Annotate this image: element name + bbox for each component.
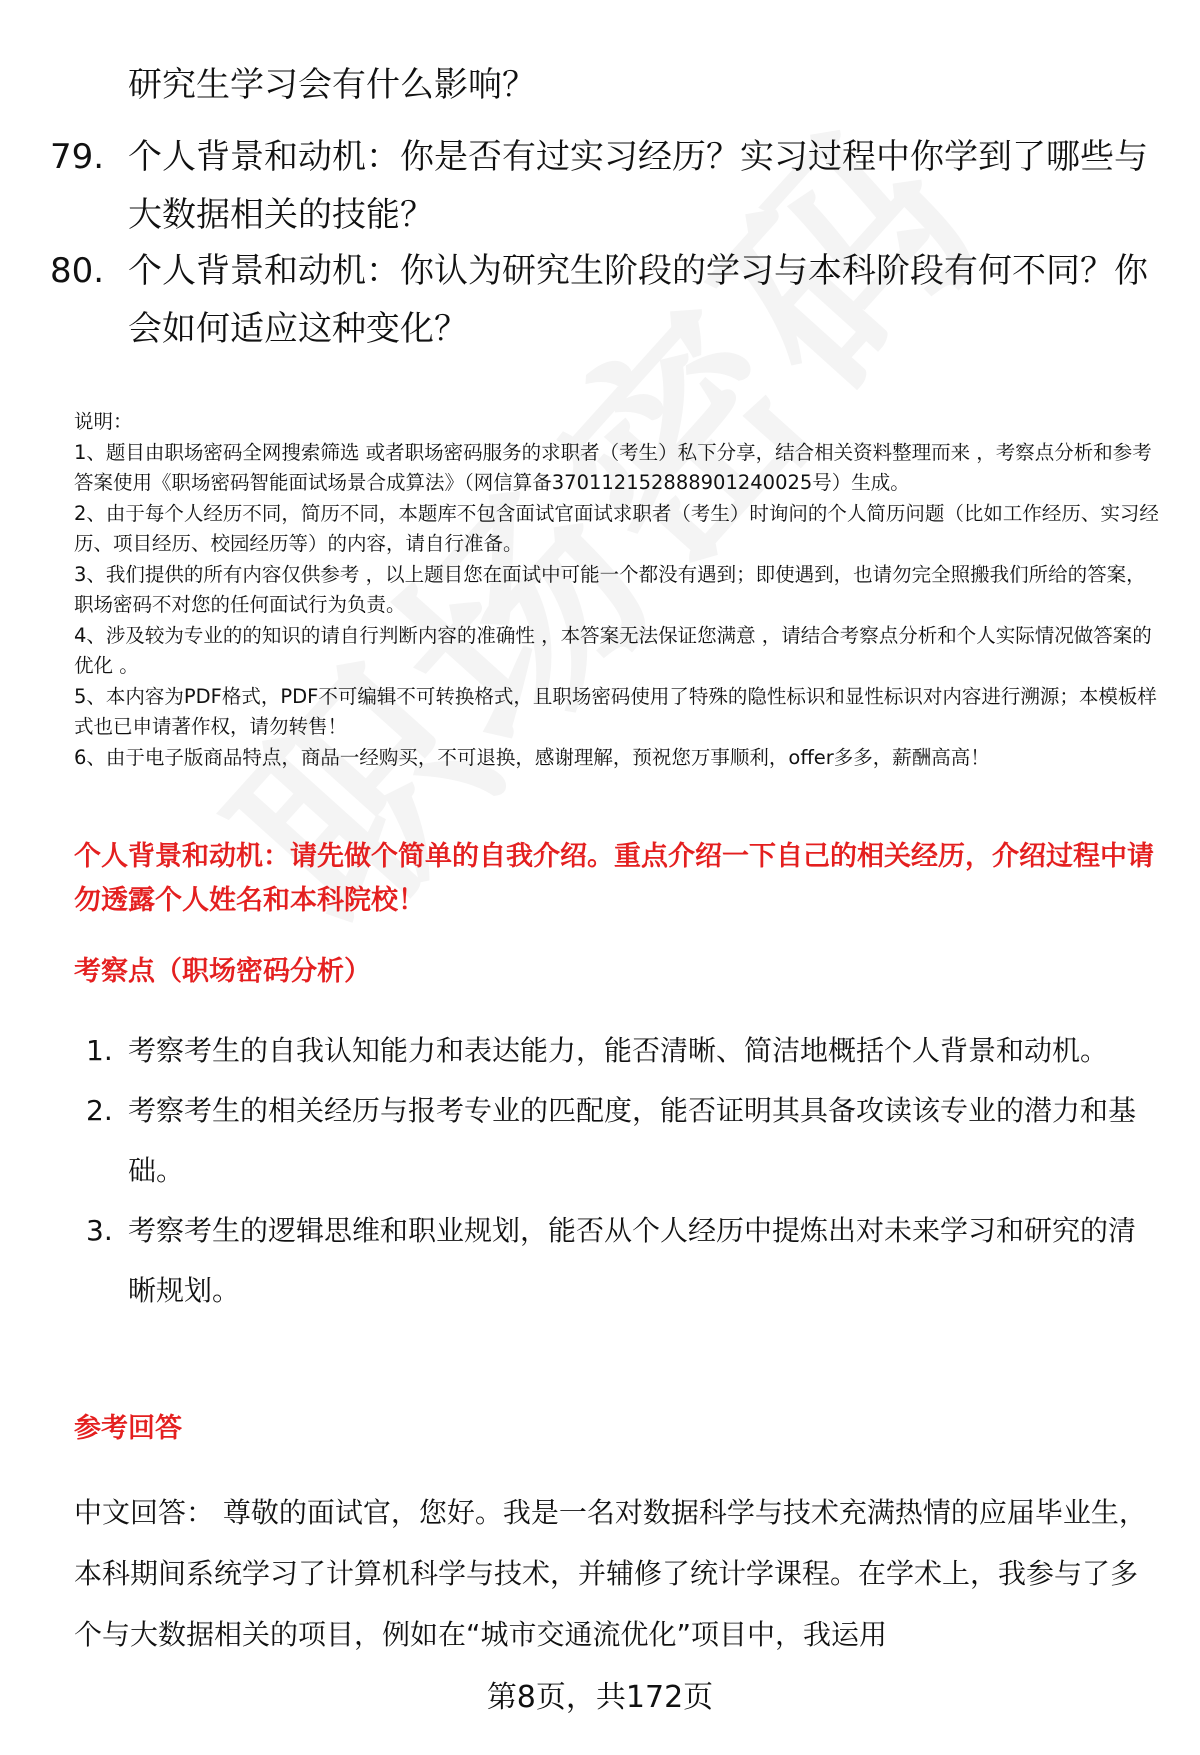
reference-heading: 参考回答	[74, 1413, 182, 1444]
note-item: 3、我们提供的所有内容仅供参考 ，以上题目您在面试中可能一个都没有遇到；即使遇到，也请勿完全照搬我们所给的答案，职场密码不对您的任何面试行为负责。	[74, 562, 1146, 616]
question-number: 79.	[50, 137, 105, 177]
note-item: 4、涉及较为专业的的知识的请自行判断内容的准确性 ，本答案无法保证您满意 ，请结合考察点分析和个人实际情况做答案的优化 。	[74, 623, 1152, 677]
point-number: 1.	[86, 1034, 113, 1067]
analysis-point	[86, 1201, 1146, 1321]
note-item: 1、题目由职场密码全网搜索筛选 或者职场密码服务的求职者（考生）私下分享，结合相关资料整理而来 ，考察点分析和参考答案使用《职场密码智能面试场景合成算法》（网信算备370112152888901240025号）生成。	[74, 440, 1152, 494]
point-text: 考察考生的逻辑思维和职业规划，能否从个人经历中提炼出对未来学习和研究的清晰规划。	[128, 1214, 1137, 1307]
question-text: 个人背景和动机：你认为研究生阶段的学习与本科阶段有何不同？你会如何适应这种变化？	[128, 251, 1148, 349]
reference-answer: 中文回答： 尊敬的面试官，您好。我是一名对数据科学与技术充满热情的应届毕业生，本科期间系统学习了计算机科学与技术，并辅修了统计学课程。在学术上，我参与了多个与大数据相关的项目，例如在“城市交通流优化”项目中，我运用	[74, 1496, 1147, 1651]
point-text: 考察考生的自我认知能力和表达能力，能否清晰、简洁地概括个人背景和动机。	[128, 1034, 1109, 1067]
note-item: 2、由于每个人经历不同，简历不同，本题库不包含面试官面试求职者（考生）时询问的个人简历问题（比如工作经历、实习经历、项目经历、校园经历等）的内容，请自行准备。	[74, 501, 1159, 555]
question-text: 个人背景和动机：你是否有过实习经历？实习过程中你学到了哪些与大数据相关的技能？	[128, 137, 1148, 235]
analysis-heading: 考察点（职场密码分析）	[74, 956, 371, 987]
point-text: 考察考生的相关经历与报考专业的匹配度，能否证明其具备攻读该专业的潜力和基础。	[128, 1094, 1137, 1187]
point-number: 2.	[86, 1094, 113, 1127]
analysis-point	[86, 1081, 1146, 1201]
question-80	[50, 242, 1148, 358]
notes-title: 说明：	[74, 410, 133, 433]
analysis-points	[86, 1021, 1146, 1321]
question-79	[50, 128, 1148, 244]
point-number: 3.	[86, 1214, 113, 1247]
current-question-heading: 个人背景和动机：请先做个简单的自我介绍。重点介绍一下自己的相关经历，介绍过程中请勿透露个人姓名和本科院校！	[74, 841, 1154, 916]
page-footer: 第8页，共172页	[486, 1680, 714, 1715]
question-number: 80.	[50, 251, 105, 291]
notes-block	[74, 407, 1160, 773]
note-item: 5、本内容为PDF格式，PDF不可编辑不可转换格式，且职场密码使用了特殊的隐性标识和显性标识对内容进行溯源；本模板样式也已申请著作权，请勿转售！	[74, 684, 1157, 738]
question-continuation: 研究生学习会有什么影响？	[128, 65, 536, 105]
note-item: 6、由于电子版商品特点，商品一经购买，不可退换，感谢理解，预祝您万事顺利，offer多多，薪酬高高！	[74, 745, 990, 769]
analysis-point	[86, 1021, 1146, 1081]
